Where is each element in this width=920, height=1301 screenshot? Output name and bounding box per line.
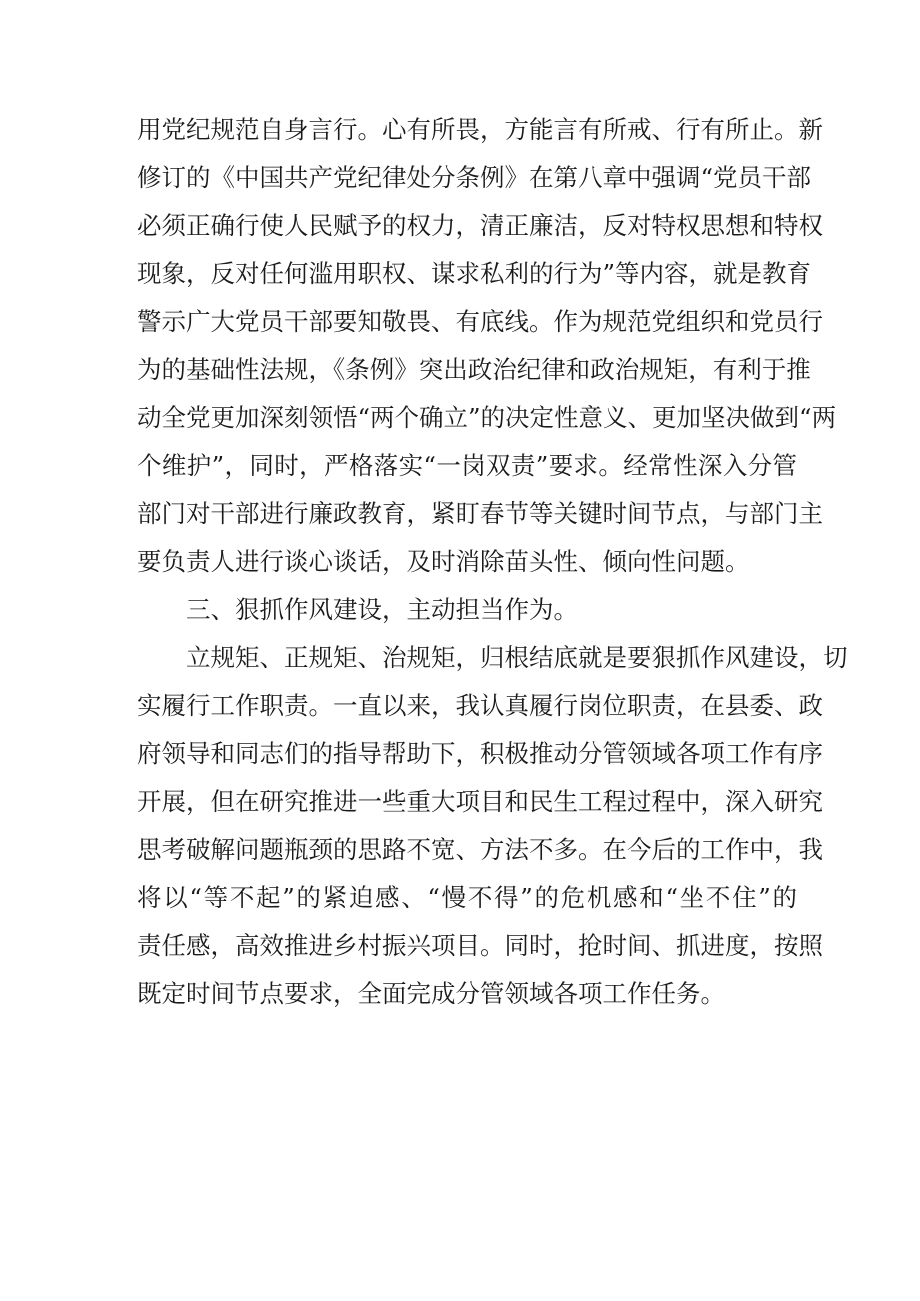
text-line: 府领导和同志们的指导帮助下，积极推动分管领域各项工作有序 bbox=[137, 739, 823, 768]
text-line: 修订的《中国共产党纪律处分条例》在第八章中强调“党员干部 bbox=[137, 163, 812, 192]
text-line: 立规矩、正规矩、治规矩，归根结底就是要狠抓作风建设，切 bbox=[186, 643, 848, 672]
text-line: 实履行工作职责。一直以来，我认真履行岗位职责，在县委、政 bbox=[137, 691, 823, 720]
document-body bbox=[137, 106, 848, 1018]
text-line: 个维护”，同时，严格落实“一岗双责”要求。经常性深入分管 bbox=[137, 451, 797, 480]
text-line: 用党纪规范自身言行。心有所畏，方能言有所戒、行有所止。新 bbox=[137, 115, 823, 144]
text-line: 为的基础性法规，《条例》突出政治纪律和政治规矩，有利于推 bbox=[137, 355, 811, 384]
section-heading: 三、狠抓作风建设，主动担当作为。 bbox=[186, 595, 578, 624]
text-line: 要负责人进行谈心谈话，及时消除苗头性、倾向性问题。 bbox=[137, 547, 750, 576]
section-heading-3 bbox=[137, 586, 797, 634]
paragraph-work-style bbox=[137, 634, 848, 1018]
text-line: 部门对干部进行廉政教育，紧盯春节等关键时间节点，与部门主 bbox=[137, 499, 823, 528]
text-line: 动全党更加深刻领悟“两个确立”的决定性意义、更加坚决做到“两 bbox=[137, 403, 837, 432]
text-line: 现象，反对任何滥用职权、谋求私利的行为”等内容，就是教育 bbox=[137, 259, 812, 288]
text-line: 责任感，高效推进乡村振兴项目。同时，抢时间、抓进度，按照 bbox=[137, 931, 823, 960]
text-line: 思考破解问题瓶颈的思路不宽、方法不多。在今后的工作中，我 bbox=[137, 835, 823, 864]
paragraph-discipline bbox=[137, 106, 837, 586]
text-line: 必须正确行使人民赋予的权力，清正廉洁，反对特权思想和特权 bbox=[137, 211, 823, 240]
text-line: 警示广大党员干部要知敬畏、有底线。作为规范党组织和党员行 bbox=[137, 307, 823, 336]
text-line: 开展，但在研究推进一些重大项目和民生工程过程中，深入研究 bbox=[137, 787, 823, 816]
text-line: 将以“等不起”的紧迫感、“慢不得”的危机感和“坐不住”的 bbox=[137, 883, 797, 912]
text-line: 既定时间节点要求，全面完成分管领域各项工作任务。 bbox=[137, 979, 725, 1008]
